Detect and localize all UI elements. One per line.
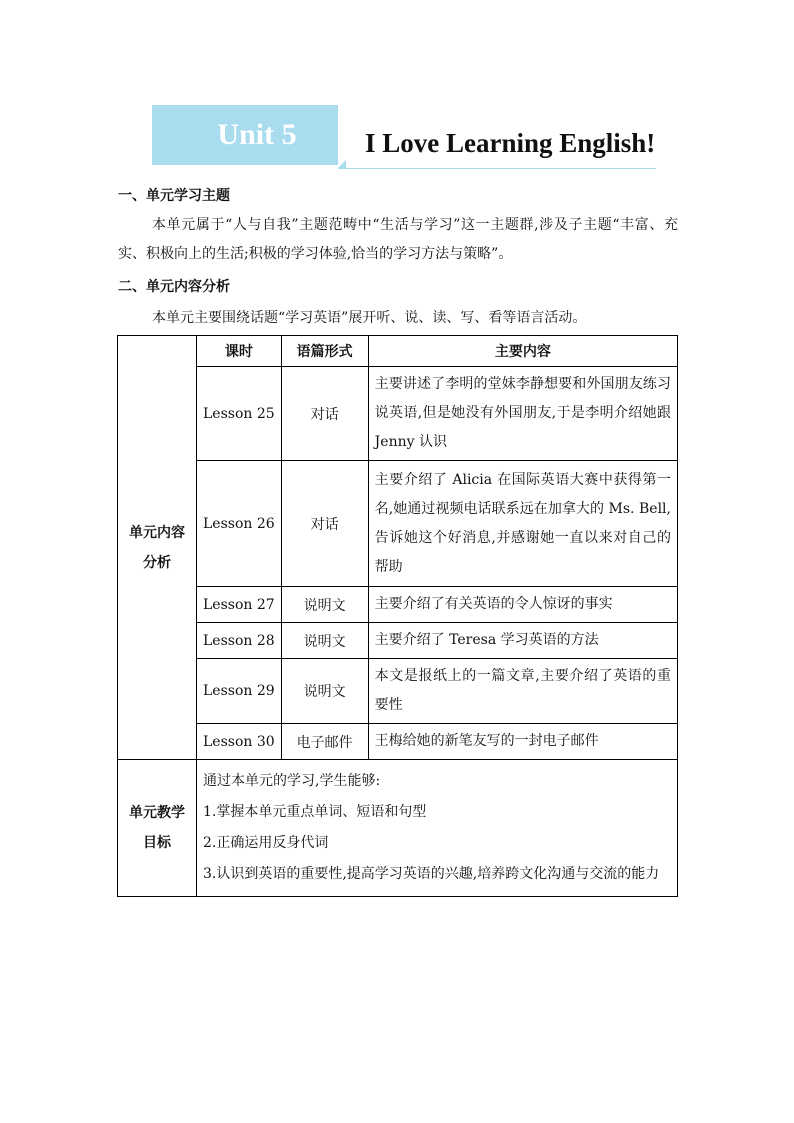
content-cell: 本文是报纸上的一篇文章,主要介绍了英语的重要性: [368, 659, 677, 724]
goal-item: 2.正确运用反身代词: [203, 835, 329, 851]
section2-text: 本单元主要围绕话题“学习英语”展开听、说、读、写、看等语言活动。: [152, 310, 587, 326]
title-notch: [330, 160, 346, 168]
unit-banner: [0, 0, 794, 200]
lesson-cell: Lesson 30: [197, 724, 282, 760]
table-row: [118, 623, 678, 659]
form-cell: 对话: [281, 367, 368, 461]
table-row: [118, 724, 678, 760]
header-form: 语篇形式: [281, 336, 368, 367]
form-cell: 说明文: [281, 659, 368, 724]
unit-title: I Love Learning English!: [365, 128, 656, 158]
goal-item: 3.认识到英语的重要性,提高学习英语的兴趣,培养跨文化沟通与交流的能力: [203, 866, 660, 882]
lesson-cell: Lesson 29: [197, 659, 282, 724]
form-cell: 对话: [281, 461, 368, 587]
lesson-cell: Lesson 28: [197, 623, 282, 659]
content-cell: 主要介绍了有关英语的令人惊讶的事实: [368, 587, 677, 623]
unit-number: Unit 5: [217, 118, 297, 151]
header-lesson: 课时: [197, 336, 282, 367]
form-cell: 说明文: [281, 587, 368, 623]
lesson-cell: Lesson 27: [197, 587, 282, 623]
goals-intro: 通过本单元的学习,学生能够:: [203, 773, 381, 789]
goal-item: 1.掌握本单元重点单词、短语和句型: [203, 804, 427, 820]
content-cell: 王梅给她的新笔友写的一封电子邮件: [368, 724, 677, 760]
content-cell: 主要介绍了 Teresa 学习英语的方法: [368, 623, 677, 659]
table-row: [118, 659, 678, 724]
header-content: 主要内容: [368, 336, 677, 367]
lesson-cell: Lesson 26: [197, 461, 282, 587]
lesson-cell: Lesson 25: [197, 367, 282, 461]
section2-heading: 二、单元内容分析: [118, 279, 230, 295]
title-underline: [338, 168, 656, 169]
form-cell: 说明文: [281, 623, 368, 659]
content-cell: 主要讲述了李明的堂妹李静想要和外国朋友练习说英语,但是她没有外国朋友,于是李明介绍她跟 Jenny 认识: [368, 367, 677, 461]
form-cell: 电子邮件: [281, 724, 368, 760]
table-header-row: [118, 336, 678, 367]
teaching-goals-content: [197, 760, 678, 897]
content-analysis-label: 单元内容分析: [118, 336, 197, 760]
section1-text: 本单元属于“人与自我”主题范畴中“生活与学习”这一主题群,涉及子主题“丰富、充实、积极向上的生活;积极的学习体验,恰当的学习方法与策略”。: [118, 217, 678, 262]
teaching-goals-label: 单元教学目标: [118, 760, 197, 897]
unit-content-table: [117, 335, 678, 897]
table-row: [118, 367, 678, 461]
section1-heading: 一、单元学习主题: [118, 188, 230, 204]
content-cell: 主要介绍了 Alicia 在国际英语大赛中获得第一名,她通过视频电话联系远在加拿大的 Ms. Bell,告诉她这个好消息,并感谢她一直以来对自己的帮助: [368, 461, 677, 587]
table-row: [118, 461, 678, 587]
goals-row: [118, 760, 678, 897]
table-row: [118, 587, 678, 623]
